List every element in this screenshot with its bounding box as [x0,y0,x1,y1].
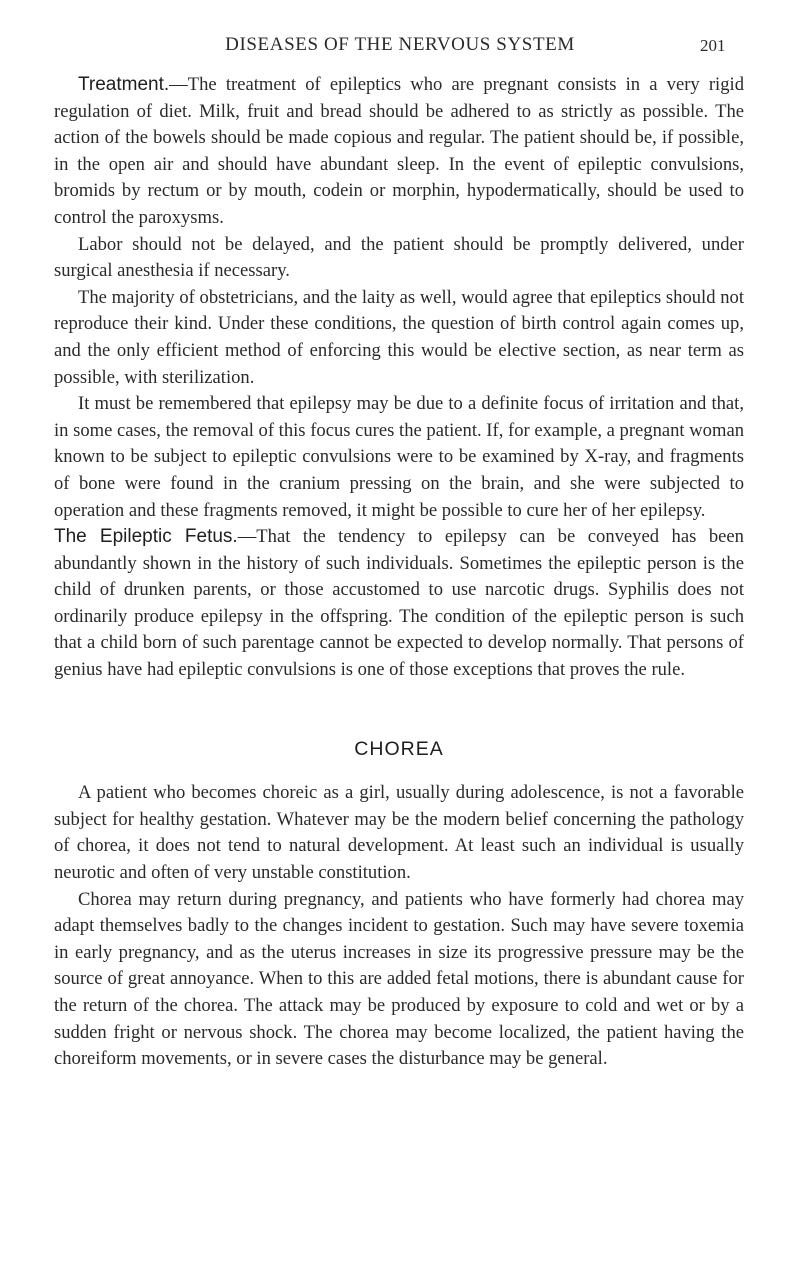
run-in-heading-epileptic-fetus: The Epileptic Fetus. [54,526,238,548]
paragraph-chorea-pregnancy [54,887,744,1073]
paragraph-text: —That the tendency to epilepsy can be conveyed has been abundantly shown in the history of such individuals. Sometimes the epileptic person is the child of drunken parents, or those accustomed to use narcotic drugs. Syphilis does not ordinarily produce epilepsy in the offspring. The condition of the epileptic person is such that a child born of such parentage cannot be expected to develop normally. That persons of genius have had epileptic convulsions is one of those exceptions that proves the rule. [54,526,744,681]
paragraph-epileptic-fetus [54,524,744,684]
paragraph-text: The majority of obstetricians, and the laity as well, would agree that epileptics should not reproduce their kind. Under these conditions, the question of birth control again comes up, and the only efficient method of enforcing this would be elective section, as near term as possible, with sterilization. [54,286,744,388]
section-heading-chorea: CHOREA [354,737,444,760]
paragraph-treatment [54,72,744,232]
page-number: 201 [700,36,726,55]
paragraph-text: It must be remembered that epilepsy may be due to a definite focus of irritation and that, in some cases, the removal of this focus cures the patient. If, for example, a pregnant woman known to be subject to epileptic convulsions were to be examined by X-ray, and fragments of bone were found in the cranium pressing on the brain, and she were subjected to operation and these fragments removed, it might be possible to cure her of her epilepsy. [54,393,744,521]
run-in-heading-treatment: Treatment. [78,74,170,95]
paragraph-text: —The treatment of epileptics who are pregnant consists in a very rigid regulation of diet. Milk, fruit and bread should be adhered to as strictly as possible. The action of the bowels should be made copious and regular. The patient should be, if possible, in the open air and should have abundant sleep. In the event of epileptic convulsions, bromids by rectum or by mouth, codein or morphin, hypodermatically, should be used to control the paroxysms. [54,74,744,228]
paragraph-labor [54,232,744,285]
paragraph-text: Chorea may return during pregnancy, and patients who have formerly had chorea may adapt themselves badly to the changes incident to gestation. Such may have severe toxemia in early pregnancy, and as the uterus increases in size its progressive pressure may be the source of great annoyance. When to this are added fetal motions, there is abundant cause for the return of the chorea. The attack may be produced by exposure to cold and wet or by a sudden fright or nervous shock. The chorea may become localized, the patient having the choreiform movements, or in severe cases the disturbance may be general. [54,888,744,1070]
paragraph-text: Labor should not be delayed, and the patient should be promptly delivered, under surgical anesthesia if necessary. [54,233,744,282]
paragraph-majority [54,285,744,391]
paragraph-text: A patient who becomes choreic as a girl, usually during adolescence, is not a favorable subject for healthy gestation. Whatever may be the modern belief concerning the pathology of chorea, it does not tend to natural development. At least such an individual is usually neurotic and often of very unstable constitution. [54,782,744,884]
running-head: DISEASES OF THE NERVOUS SYSTEM [225,34,575,55]
page-body [54,72,744,1073]
paragraph-focus [54,391,744,524]
paragraph-chorea-girl [54,780,744,886]
